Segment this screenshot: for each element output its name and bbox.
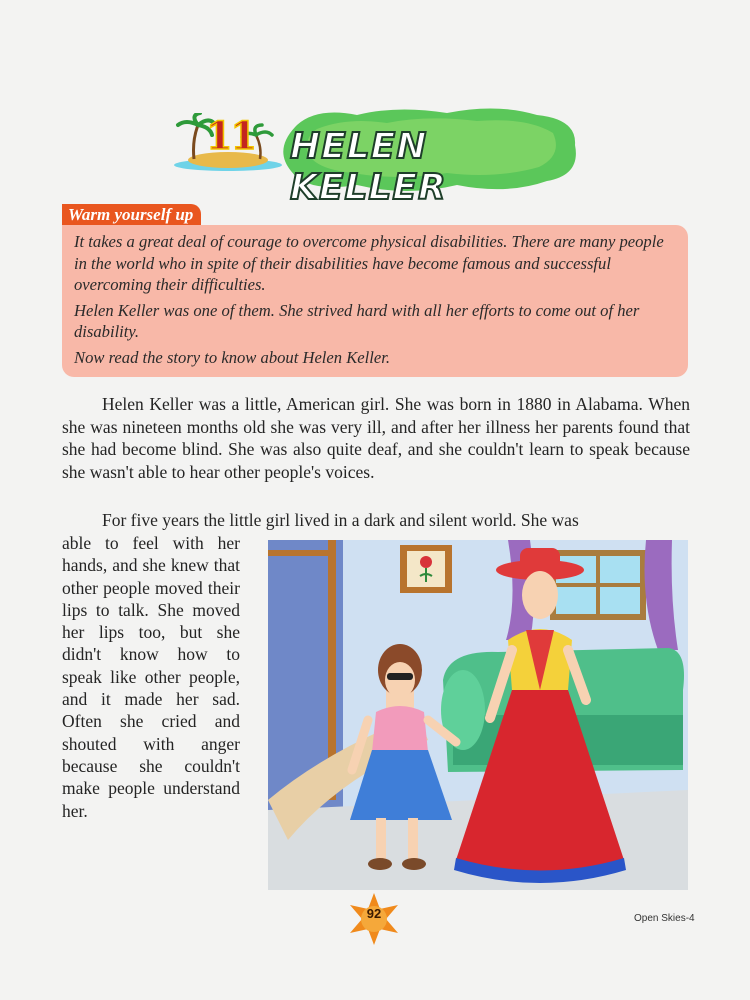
story-paragraph-2-column: able to feel with her hands, and she knew that other people moved their lips to talk. She moved her lips too, but she didn't know how to speak like other people, and it made her sad. Often she cried and shouted with anger because she couldn't make people understand her. xyxy=(62,533,240,821)
warm-up-paragraph: It takes a great deal of courage to overcome physical disabilities. There are many people in the world who in spite of their disabilities have become famous and successful overcoming their difficulties. xyxy=(74,232,664,294)
chapter-number: 11 xyxy=(206,113,255,158)
book-name: Open Skies-4 xyxy=(634,913,695,924)
warm-up-heading: Warm yourself up xyxy=(62,204,201,227)
story-paragraph-1: Helen Keller was a little, American girl. She was born in 1880 in Alabama. When she was nineteen months old she was very ill, and after her illness her parents found that she had become blind. She was also quite deaf, and she couldn't learn to speak because she wasn't able to hear other people's voices. xyxy=(62,394,690,482)
story-paragraph-2-lead: For five years the little girl lived in a dark and silent world. She was xyxy=(102,510,579,530)
helen-and-teacher-illustration xyxy=(268,540,688,890)
warm-up-paragraph: Helen Keller was one of them. She strived hard with all her efforts to come out of her disability. xyxy=(74,300,640,341)
page-number: 92 xyxy=(366,906,382,921)
warm-up-paragraph: Now read the story to know about Helen Keller. xyxy=(74,347,391,367)
chapter-title: HELEN KELLER xyxy=(290,126,447,208)
warm-up-box xyxy=(62,225,688,377)
chapter-header xyxy=(172,105,582,208)
